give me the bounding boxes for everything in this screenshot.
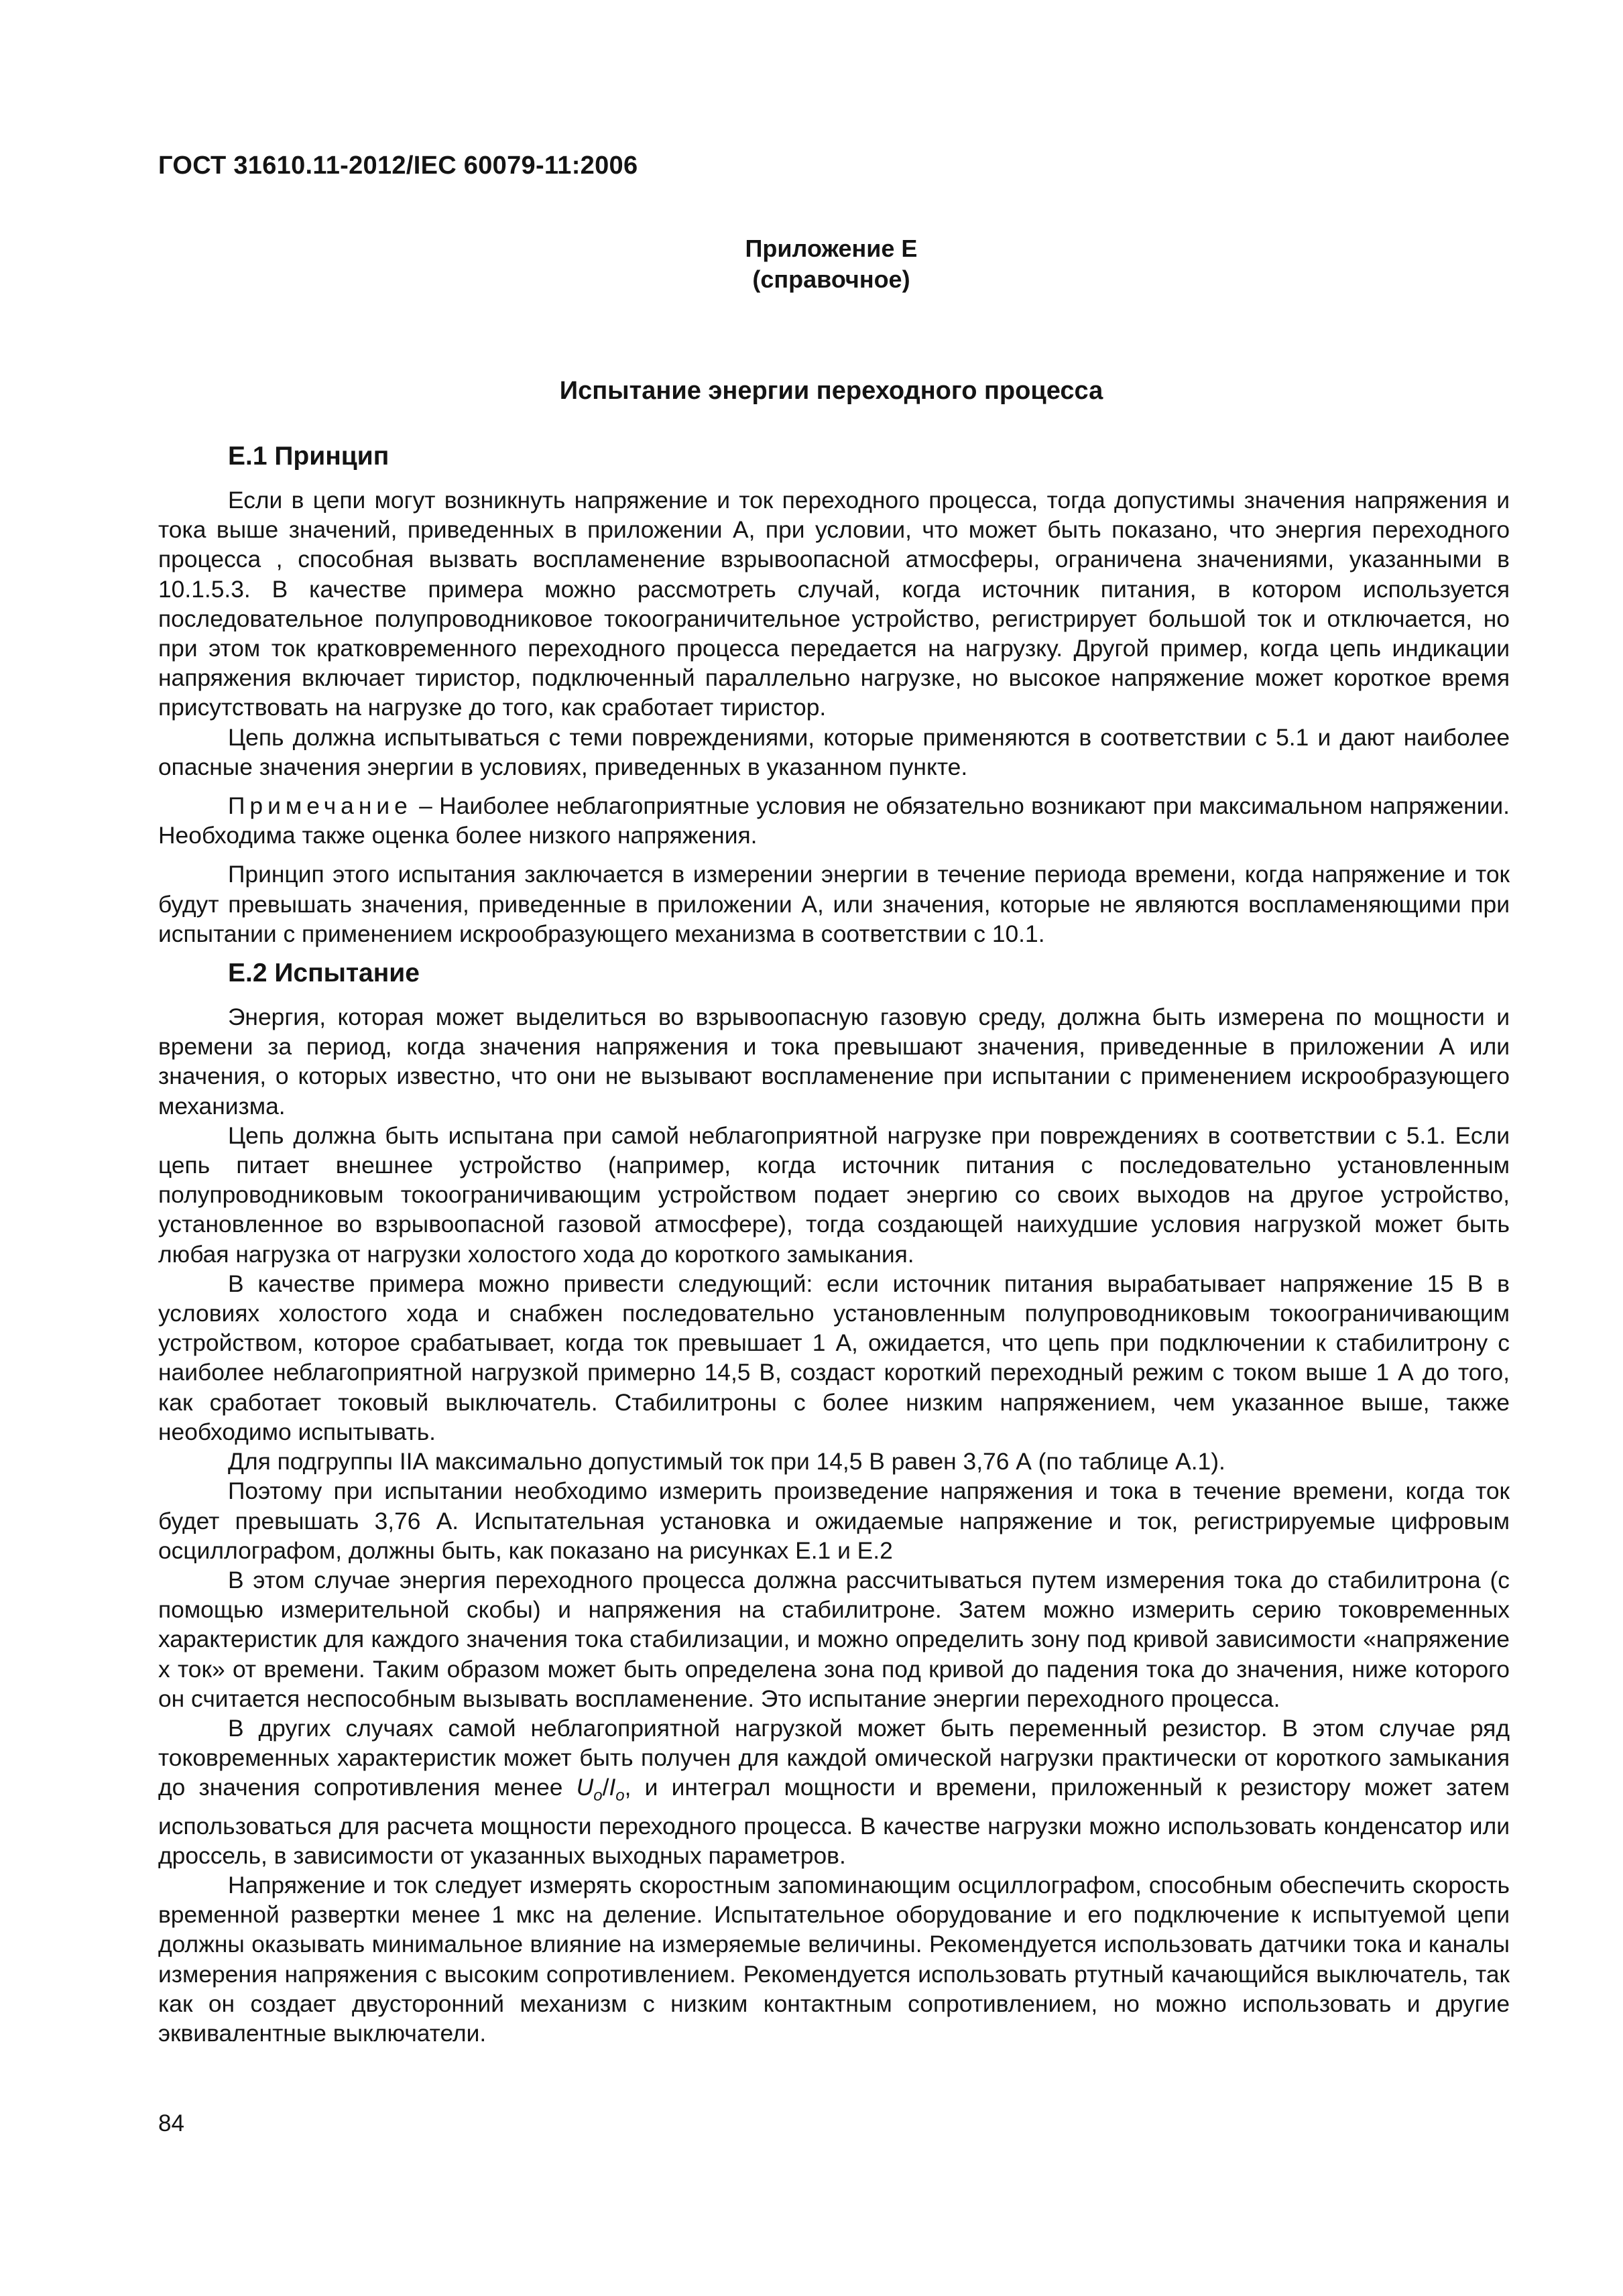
- section-e2-paragraph-7: [158, 1713, 1510, 1870]
- annex-status: (справочное): [752, 265, 910, 293]
- document-code-header: ГОСТ 31610.11-2012/IEC 60079-11:2006: [158, 152, 638, 180]
- current-symbol: I: [609, 1774, 616, 1801]
- annex-heading: [0, 233, 1623, 295]
- section-e2-paragraph-3: В качестве примера можно привести следующий: если источник питания вырабатывает напряжение 15 В в условиях холостого хода и снабжен последовательно установленным полупроводниковым токоограничивающим устройством, которое срабатывает, когда ток превышает 1 А, ожидается, что цепь при подключении к стабилитрону с наиболее неблагоприятной нагрузкой примерно 14,5 В, создаст короткий переходный режим с током выше 1 А до того, как сработает токовый выключатель. Стабилитроны с более низким напряжением, чем указанное выше, также необходимо испытывать.: [158, 1270, 1510, 1445]
- voltage-symbol: U: [576, 1774, 594, 1801]
- note-paragraph: [158, 791, 1510, 850]
- paragraph-7-text-before: В других случаях самой неблагоприятной нагрузкой может быть переменный резистор. В этом случае ряд токовременных характеристик может быть получен для каждой омической нагрузки практически от короткого замыкания до значения сопротивления менее: [158, 1714, 1510, 1801]
- page-number: 84: [158, 2110, 184, 2136]
- section-e2-paragraph-2: Цепь должна быть испытана при самой неблагоприятной нагрузке при повреждениях в соответствии с 5.1. Если цепь питает внешнее устройство (например, когда источник питания с последовательно установленным полупроводниковым токоограничивающим устройством подает энергию со своих выходов на другое устройство, установленное во взрывоопасной газовой атмосфере), тогда создающей наихудшие условия нагрузкой может быть любая нагрузка от нагрузки холостого хода до короткого замыкания.: [158, 1122, 1510, 1268]
- ratio-slash: /: [602, 1774, 609, 1801]
- section-e2-paragraph-5: Поэтому при испытании необходимо измерить произведение напряжения и тока в течение времени, когда ток будет превышать 3,76 А. Испытательная установка и ожидаемые напряжение и ток, регистрируемые цифровым осциллографом, должны быть, как показано на рисунках Е.1 и Е.2: [158, 1477, 1510, 1564]
- section-e2-paragraph-4: Для подгруппы IIА максимально допустимый ток при 14,5 В равен 3,76 А (по таблице А.1).: [228, 1448, 1225, 1475]
- section-e1-paragraph-2: Цепь должна испытываться с теми повреждениями, которые применяются в соответствии с 5.1 и дают наиболее опасные значения энергии в условиях, приведенных в указанном пункте.: [158, 723, 1510, 780]
- note-text: – Наиболее неблагоприятные условия не обязательно возникают при максимальном напряжении. Необходима также оценка более низкого напряжения.: [158, 792, 1510, 849]
- document-body: [158, 440, 1510, 2048]
- paragraph-7-text-after: , и интеграл мощности и времени, приложенный к резистору может затем использоваться для расчета мощности переходного процесса. В качестве нагрузки можно использовать конденсатор или дроссель, в зависимости от указанных выходных параметров.: [158, 1774, 1510, 1869]
- current-subscript: o: [615, 1787, 625, 1805]
- section-e2-paragraph-8: Напряжение и ток следует измерять скоростным запоминающим осциллографом, способным обеспечить скорость временной развертки менее 1 мкс на деление. Испытательное оборудование и его подключение к испытуемой цепи должны оказывать минимальное влияние на измеряемые величины. Рекомендуется использовать датчики тока и каналы измерения напряжения с высоким сопротивлением. Рекомендуется использовать ртутный качающийся выключатель, так как он создает двусторонний механизм с низким контактным сопротивлением, но можно использовать и другие эквивалентные выключатели.: [158, 1872, 1510, 2047]
- note-label: Примечание: [228, 792, 412, 820]
- section-e2-title: Е.2 Испытание: [228, 959, 420, 988]
- annex-label: Приложение Е: [745, 235, 918, 262]
- section-e1-title: Е.1 Принцип: [228, 442, 389, 471]
- section-e1-paragraph-3: Принцип этого испытания заключается в измерении энергии в течение периода времени, когда напряжение и ток будут превышать значения, приведенные в приложении А, или значения, которые не являются воспламеняющими при испытании с применением искрообразующего механизма в соответствии с 10.1.: [158, 861, 1510, 947]
- section-e2-paragraph-6: В этом случае энергия переходного процесса должна рассчитываться путем измерения тока до стабилитрона (с помощью измерительной скобы) и напряжения на стабилитроне. Затем можно измерить серию токовременных характеристик для каждого значения тока стабилизации, и можно определить зону под кривой зависимости «напряжение х ток» от времени. Таким образом может быть определена зона под кривой до падения тока до значения, ниже которого он считается неспособным вызывать воспламенение. Это испытание энергии переходного процесса.: [158, 1566, 1510, 1712]
- annex-title: Испытание энергии переходного процесса: [559, 377, 1103, 405]
- section-e2-paragraph-1: Энергия, которая может выделиться во взрывоопасную газовую среду, должна быть измерена по мощности и времени за период, когда значения напряжения и тока превышают значения, приведенные в приложении А или значения, о которых известно, что они не вызывают воспламенение при испытании с применением искрообразующего механизма.: [158, 1004, 1510, 1120]
- voltage-subscript: o: [593, 1787, 603, 1805]
- section-e1-paragraph-1: Если в цепи могут возникнуть напряжение и ток переходного процесса, тогда допустимы значения напряжения и тока выше значений, приведенных в приложении А, при условии, что может быть показано, что энергия переходного процесса , способная вызвать воспламенение взрывоопасной атмосферы, ограничена значениями, указанными в 10.1.5.3. В качестве примера можно рассмотреть случай, когда источник питания, в котором используется последовательное полупроводниковое токоограничительное устройство, регистрирует большой ток и отключается, но при этом ток кратковременного переходного процесса передается на нагрузку. Другой пример, когда цепь индикации напряжения включает тиристор, подключенный параллельно нагрузке, но высокое напряжение может короткое время присутствовать на нагрузке до того, как сработает тиристор.: [158, 487, 1510, 721]
